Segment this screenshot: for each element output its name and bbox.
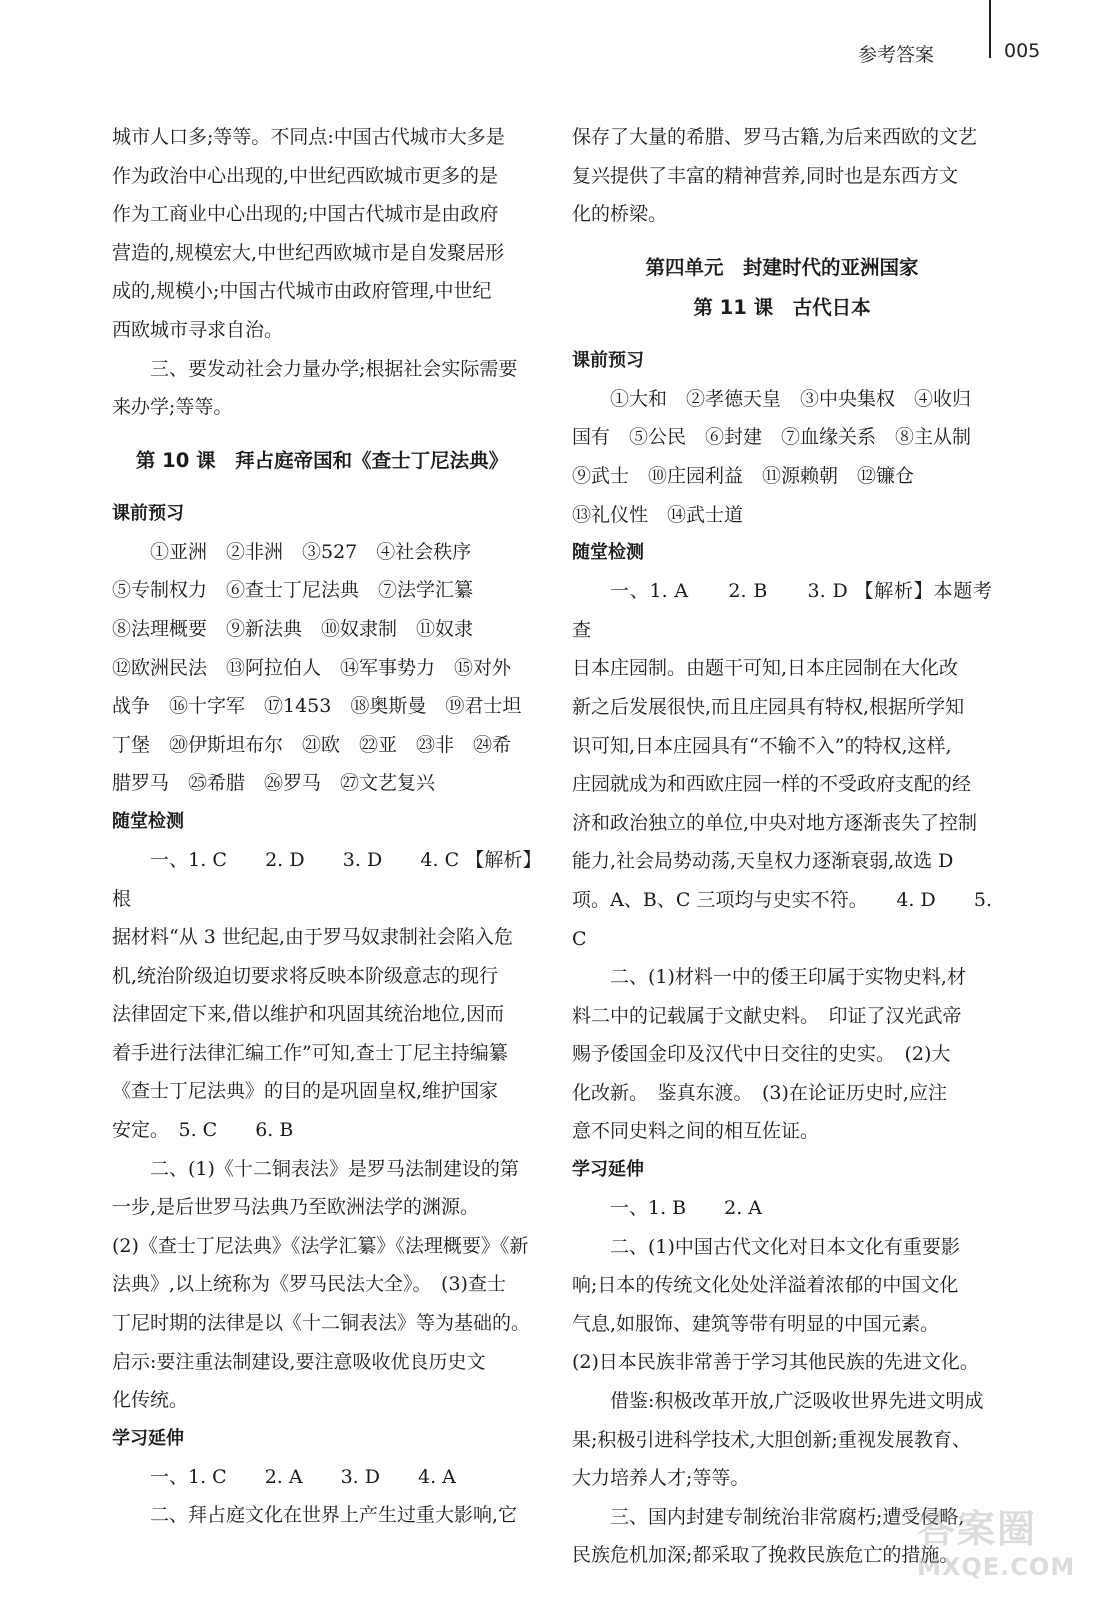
- answer-line: 庄园就成为和西欧庄园一样的不受政府支配的经: [572, 773, 972, 796]
- right-column: [572, 118, 992, 1575]
- answer-line: ①大和 ②孝德天皇 ③中央集权 ④收归: [610, 387, 972, 410]
- watermark-bottom-text: MXQE.COM: [917, 1553, 1076, 1581]
- answer-line: 能力,社会局势动荡,天皇权力逐渐衰弱,故选 D: [572, 850, 954, 873]
- answer-line: 保存了大量的希腊、罗马古籍,为后来西欧的文艺: [572, 126, 978, 148]
- answer-line: ①亚洲 ②非洲 ③527 ④社会秩序: [150, 540, 472, 563]
- answer-line: 法律固定下来,借以维护和巩固其统治地位,因而: [112, 1003, 505, 1026]
- section-heading: 课前预习: [112, 502, 184, 524]
- site-watermark: [917, 1498, 1076, 1581]
- answer-line: 民族危机加深;都采取了挽救民族危亡的措施。: [572, 1544, 959, 1567]
- answer-line: 响;日本的传统文化处处洋溢着浓郁的中国文化: [572, 1274, 959, 1297]
- answer-line: ⑫欧洲民法 ⑬阿拉伯人 ⑭军事势力 ⑮对外: [112, 656, 512, 679]
- answer-line: 识可知,日本庄园具有“不输不入”的特权,这样,: [572, 734, 952, 757]
- lesson-title: 第 11 课 古代日本: [693, 295, 871, 319]
- answer-line: 化改新。 鉴真东渡。 (3)在论证历史时,应注: [572, 1081, 947, 1104]
- lesson-title: 第 10 课 拜占庭帝国和《查士丁尼法典》: [135, 448, 509, 472]
- answer-line: 料二中的记载属于文献史料。 印证了汉光武帝: [572, 1004, 962, 1027]
- section-heading: 随堂检测: [112, 810, 184, 832]
- answer-line: 作为政治中心出现的,中世纪西欧城市更多的是: [112, 164, 499, 187]
- answer-line: 赐予倭国金印及汉代中日交往的史实。 (2)大: [572, 1043, 951, 1066]
- answer-line: 丁尼时期的法律是以《十二铜表法》等为基础的。: [112, 1312, 531, 1335]
- page-number: 005: [1004, 40, 1041, 62]
- answer-line: (2)日本民族非常善于学习其他民族的先进文化。: [572, 1351, 979, 1374]
- answer-line: 成的,规模小;中国古代城市由政府管理,中世纪: [112, 280, 492, 303]
- answer-line: 一步,是后世罗马法典乃至欧洲法学的渊源。: [112, 1196, 480, 1219]
- answer-line: 果;积极引进科学技术,大胆创新;重视发展教育、: [572, 1428, 971, 1451]
- answer-line: 三、国内封建专制统治非常腐朽;遭受侵略,: [610, 1505, 965, 1528]
- header-divider: [989, 0, 991, 58]
- answer-line: 一、1. B 2. A: [610, 1197, 763, 1220]
- answer-line: ⑤专制权力 ⑥查士丁尼法典 ⑦法学汇纂: [112, 579, 474, 602]
- answer-line: 济和政治独立的单位,中央对地方逐渐丧失了控制: [572, 811, 978, 834]
- section-heading: 随堂检测: [572, 542, 644, 564]
- answer-line: 着手进行法律汇编工作”可知,查士丁尼主持编纂: [112, 1041, 508, 1064]
- answer-line: 丁堡 ⑳伊斯坦布尔 ㉑欧 ㉒亚 ㉓非 ㉔希: [112, 733, 512, 756]
- answer-line: 二、(1)材料一中的倭王印属于实物史料,材: [610, 966, 966, 989]
- answer-line: ⑧法理概要 ⑨新法典 ⑩奴隶制 ⑪奴隶: [112, 617, 474, 640]
- answer-line: ⑬礼仪性 ⑭武士道: [572, 503, 744, 526]
- header-label: 参考答案: [858, 44, 935, 66]
- answer-line: 机,统治阶级迫切要求将反映本阶级意志的现行: [112, 964, 499, 987]
- section-heading: 学习延伸: [112, 1427, 184, 1449]
- answer-line: ⑨武士 ⑩庄园利益 ⑪源赖朝 ⑫镰仓: [572, 464, 915, 487]
- answer-line: 项。A、B、C 三项均与史实不符。 4. D 5. C: [572, 888, 992, 950]
- answer-line: 营造的,规模宏大,中世纪西欧城市是自发聚居形: [112, 241, 505, 264]
- answer-line: 借鉴:积极改革开放,广泛吸收世界先进文明成: [610, 1390, 984, 1413]
- answer-line: 城市人口多;等等。不同点:中国古代城市大多是: [112, 126, 505, 148]
- answer-line: 腊罗马 ㉕希腊 ㉖罗马 ㉗文艺复兴: [112, 772, 436, 795]
- answer-line: 来办学;等等。: [112, 396, 233, 419]
- answer-line: 启示:要注重法制建设,要注意吸收优良历史文: [112, 1350, 486, 1373]
- section-heading: 课前预习: [572, 349, 644, 371]
- answer-line: 二、拜占庭文化在世界上产生过重大影响,它: [150, 1504, 518, 1527]
- answer-line: 战争 ⑯十字军 ⑰1453 ⑱奥斯曼 ⑲君士坦: [112, 695, 522, 718]
- answer-line: 一、1. A 2. B 3. D 【解析】本题考查: [572, 580, 992, 641]
- answer-line: 气息,如服饰、建筑等带有明显的中国元素。: [572, 1312, 940, 1335]
- answer-line: 一、1. C 2. D 3. D 4. C 【解析】根: [112, 848, 532, 910]
- answer-line: 三、要发动社会力量办学;根据社会实际需要: [150, 357, 518, 380]
- unit-title: 第四单元 封建时代的亚洲国家: [645, 255, 919, 279]
- answer-line: 西欧城市寻求自治。: [112, 318, 284, 341]
- answer-line: 国有 ⑤公民 ⑥封建 ⑦血缘关系 ⑧主从制: [572, 426, 972, 449]
- answer-line: 二、(1)《十二铜表法》是罗马法制建设的第: [150, 1157, 519, 1180]
- section-heading: 学习延伸: [572, 1159, 644, 1181]
- answer-line: 据材料“从 3 世纪起,由于罗马奴隶制社会陷入危: [112, 926, 513, 949]
- answer-line: 二、(1)中国古代文化对日本文化有重要影: [610, 1235, 960, 1258]
- answer-line: 安定。 5. C 6. B: [112, 1119, 294, 1142]
- answer-line: 新之后发展很快,而且庄园具有特权,根据所学知: [572, 695, 965, 718]
- answer-line: 法典》,以上统称为《罗马民法大全》。 (3)查士: [112, 1273, 506, 1296]
- answer-line: 一、1. C 2. A 3. D 4. A: [150, 1465, 456, 1488]
- left-column: [112, 118, 532, 1535]
- answer-line: 大力培养人才;等等。: [572, 1467, 750, 1490]
- answer-line: 化的桥梁。: [572, 203, 668, 226]
- answer-line: 作为工商业中心出现的;中国古代城市是由政府: [112, 203, 499, 226]
- answer-line: 复兴提供了丰富的精神营养,同时也是东西方文: [572, 164, 959, 187]
- answer-line: 化传统。: [112, 1389, 189, 1412]
- answer-line: (2)《查士丁尼法典》《法学汇纂》《法理概要》《新: [112, 1234, 529, 1257]
- answer-line: 意不同史料之间的相互佐证。: [572, 1120, 820, 1143]
- answer-line: 《查士丁尼法典》的目的是巩固皇权,维护国家: [112, 1080, 499, 1103]
- watermark-top-text: 答案圈: [917, 1507, 1038, 1551]
- answer-line: 日本庄园制。由题干可知,日本庄园制在大化改: [572, 657, 959, 680]
